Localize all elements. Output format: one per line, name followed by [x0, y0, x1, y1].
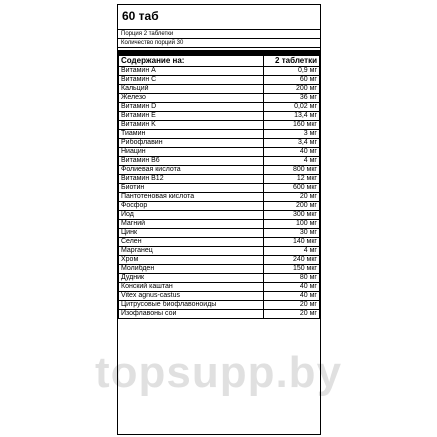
nutrient-amount: 200 мг: [264, 85, 320, 94]
table-row: [119, 274, 320, 283]
table-row: [119, 193, 320, 202]
nutrient-amount: 200 мг: [264, 202, 320, 211]
table-row: [119, 112, 320, 121]
servings-per-container: Количество порций 30: [118, 39, 320, 48]
nutrient-amount: 60 мг: [264, 76, 320, 85]
table-row: [119, 175, 320, 184]
nutrient-amount: 100 мг: [264, 220, 320, 229]
nutrient-amount: 20 мг: [264, 301, 320, 310]
nutrient-name: Селен: [119, 238, 264, 247]
nutrient-amount: 3 мг: [264, 130, 320, 139]
table-row: [119, 67, 320, 76]
nutrient-amount: 0,9 мг: [264, 67, 320, 76]
table-row: [119, 184, 320, 193]
nutrient-name: Витамин E: [119, 112, 264, 121]
nutrient-amount: 600 мкг: [264, 184, 320, 193]
table-row: [119, 94, 320, 103]
table-row: [119, 256, 320, 265]
table-row: [119, 238, 320, 247]
nutrient-name: Конский каштан: [119, 283, 264, 292]
nutrient-name: Хром: [119, 256, 264, 265]
nutrient-table: [118, 55, 320, 319]
table-row: [119, 85, 320, 94]
nutrient-amount: 40 мг: [264, 292, 320, 301]
nutrient-name: Магний: [119, 220, 264, 229]
nutrient-name: Цинк: [119, 229, 264, 238]
table-row: [119, 211, 320, 220]
table-row: [119, 76, 320, 85]
nutrient-amount: 4 мг: [264, 157, 320, 166]
nutrient-amount: 300 мкг: [264, 211, 320, 220]
nutrient-amount: 150 мкг: [264, 265, 320, 274]
nutrient-amount: 0,02 мг: [264, 103, 320, 112]
table-header-row: [119, 56, 320, 67]
nutrient-name: Пантотеновая кислота: [119, 193, 264, 202]
table-row: [119, 130, 320, 139]
table-row: [119, 166, 320, 175]
nutrient-amount: 30 мг: [264, 229, 320, 238]
table-row: [119, 103, 320, 112]
nutrient-amount: 13,4 мг: [264, 112, 320, 121]
nutrient-name: Витамин С: [119, 76, 264, 85]
table-row: [119, 220, 320, 229]
header-amount: 2 таблетки: [264, 56, 320, 67]
nutrient-name: Марганец: [119, 247, 264, 256]
nutrient-amount: 80 мг: [264, 274, 320, 283]
header-name: Содержание на:: [119, 56, 264, 67]
nutrient-name: Витамин B12: [119, 175, 264, 184]
nutrient-amount: 36 мг: [264, 94, 320, 103]
nutrient-name: Рибофлавин: [119, 139, 264, 148]
table-row: [119, 301, 320, 310]
table-row: [119, 292, 320, 301]
product-title: 60 таб: [118, 5, 320, 30]
nutrient-amount: 160 мкг: [264, 121, 320, 130]
nutrient-amount: 12 мкг: [264, 175, 320, 184]
table-row: [119, 139, 320, 148]
table-row: [119, 229, 320, 238]
table-row: [119, 283, 320, 292]
nutrient-amount: 800 мкг: [264, 166, 320, 175]
nutrient-amount: 20 мг: [264, 310, 320, 319]
nutrient-name: Витамин K: [119, 121, 264, 130]
nutrient-name: Ниацин: [119, 148, 264, 157]
nutrient-amount: 40 мг: [264, 148, 320, 157]
nutrient-amount: 4 мг: [264, 247, 320, 256]
nutrient-amount: 40 мг: [264, 283, 320, 292]
supplement-facts-panel: [117, 4, 321, 435]
serving-size: Порция 2 таблетки: [118, 30, 320, 39]
nutrient-amount: 140 мкг: [264, 238, 320, 247]
table-row: [119, 265, 320, 274]
nutrient-amount: 20 мг: [264, 193, 320, 202]
nutrient-name: Дудник: [119, 274, 264, 283]
nutrient-name: Изофлавоны сои: [119, 310, 264, 319]
table-row: [119, 247, 320, 256]
nutrient-name: Фолиевая кислота: [119, 166, 264, 175]
nutrient-name: Фосфор: [119, 202, 264, 211]
nutrient-name: Тиамин: [119, 130, 264, 139]
nutrient-name: Йод: [119, 211, 264, 220]
nutrient-amount: 3,4 мг: [264, 139, 320, 148]
table-row: [119, 148, 320, 157]
nutrient-name: Цитрусовые биофлавоноиды: [119, 301, 264, 310]
table-row: [119, 310, 320, 319]
nutrient-name: Биотин: [119, 184, 264, 193]
nutrient-name: Молибден: [119, 265, 264, 274]
nutrient-name: Кальций: [119, 85, 264, 94]
table-row: [119, 121, 320, 130]
nutrient-name: Витамин B6: [119, 157, 264, 166]
nutrient-name: Витамин D: [119, 103, 264, 112]
nutrient-amount: 240 мкг: [264, 256, 320, 265]
nutrient-name: Vitex agnus-castus: [119, 292, 264, 301]
nutrient-name: Железо: [119, 94, 264, 103]
nutrient-name: Витамин A: [119, 67, 264, 76]
table-row: [119, 157, 320, 166]
table-row: [119, 202, 320, 211]
